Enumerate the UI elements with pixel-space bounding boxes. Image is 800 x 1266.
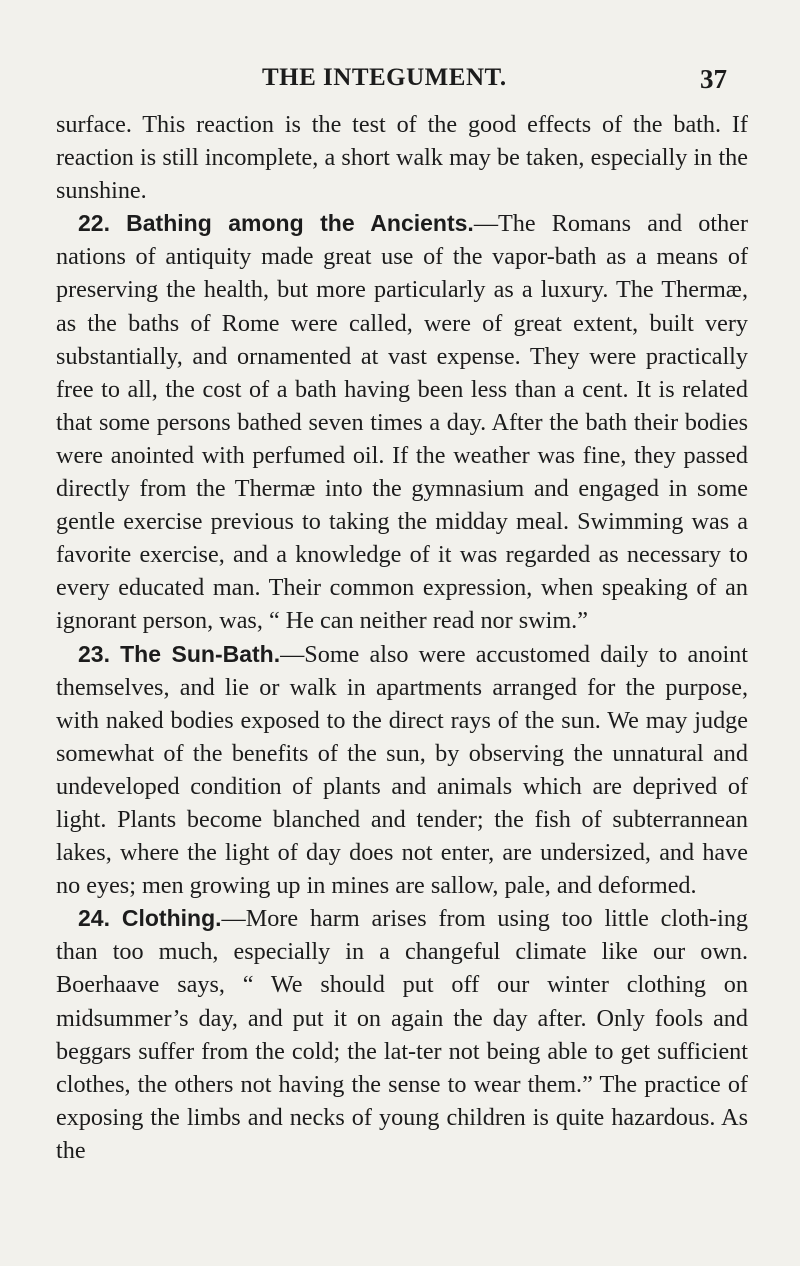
section-number: 22. [78, 210, 110, 237]
paragraph-continuation [56, 108, 748, 207]
section-heading: Bathing among the Ancients. [126, 210, 474, 237]
running-head [0, 64, 800, 98]
running-title: THE INTEGUMENT. [262, 64, 507, 91]
section-24 [56, 902, 748, 1167]
section-22 [56, 207, 748, 637]
section-text: —More harm arises from using too little cloth-ing than too much, especially in a changeful climate like our own. Boerhaave says, “ We should put off our winter clothing on midsummer’s day, and put it on again the day after. Only fools and beggars suffer from the cold; the lat-ter not being able to get sufficient clothes, the others not having the sense to wear them.” The practice of exposing the limbs and necks of young children is quite hazardous. As the [56, 905, 749, 1164]
section-heading: Clothing. [121, 905, 222, 932]
section-text: —Some also were accustomed daily to anoint themselves, and lie or walk in apartments arranged for the purpose, with naked bodies exposed to the direct rays of the sun. We may judge somewhat of the benefits of the sun, by observing the unnatural and undeveloped condition of plants and animals which are deprived of light. Plants become blanched and tender; the fish of subterrannean lakes, where the light of day does not enter, are undersized, and have no eyes; men growing up in mines are sallow, pale, and deformed. [56, 640, 748, 900]
section-heading: The Sun-Bath. [120, 640, 281, 667]
page-number: 37 [700, 64, 727, 94]
section-number: 23. [78, 640, 110, 667]
section-text: —The Romans and other nations of antiquity made great use of the vapor-bath as a means of preserving the health, but more particularly as a luxury. The Thermæ, as the baths of Rome were called, were of great extent, built very substantially, and ornamented at vast expense. They were practically free to all, the cost of a bath having been less than a cent. It is related that some persons bathed seven times a day. After the bath their bodies were anointed with perfumed oil. If the weather was fine, they passed directly from the Thermæ into the gymnasium and engaged in some gentle exercise previous to taking the midday meal. Swimming was a favorite exercise, and a knowledge of it was regarded as necessary to every educated man. Their common expression, when speaking of an ignorant person, was, “ He can neither read nor swim.” [56, 210, 749, 635]
body-text [56, 108, 748, 1167]
section-23 [56, 638, 748, 903]
paragraph-text: surface. This reaction is the test of the good effects of the bath. If reaction is still incomplete, a short walk may be taken, especially in the sunshine. [56, 111, 748, 205]
section-number: 24. [78, 905, 110, 932]
